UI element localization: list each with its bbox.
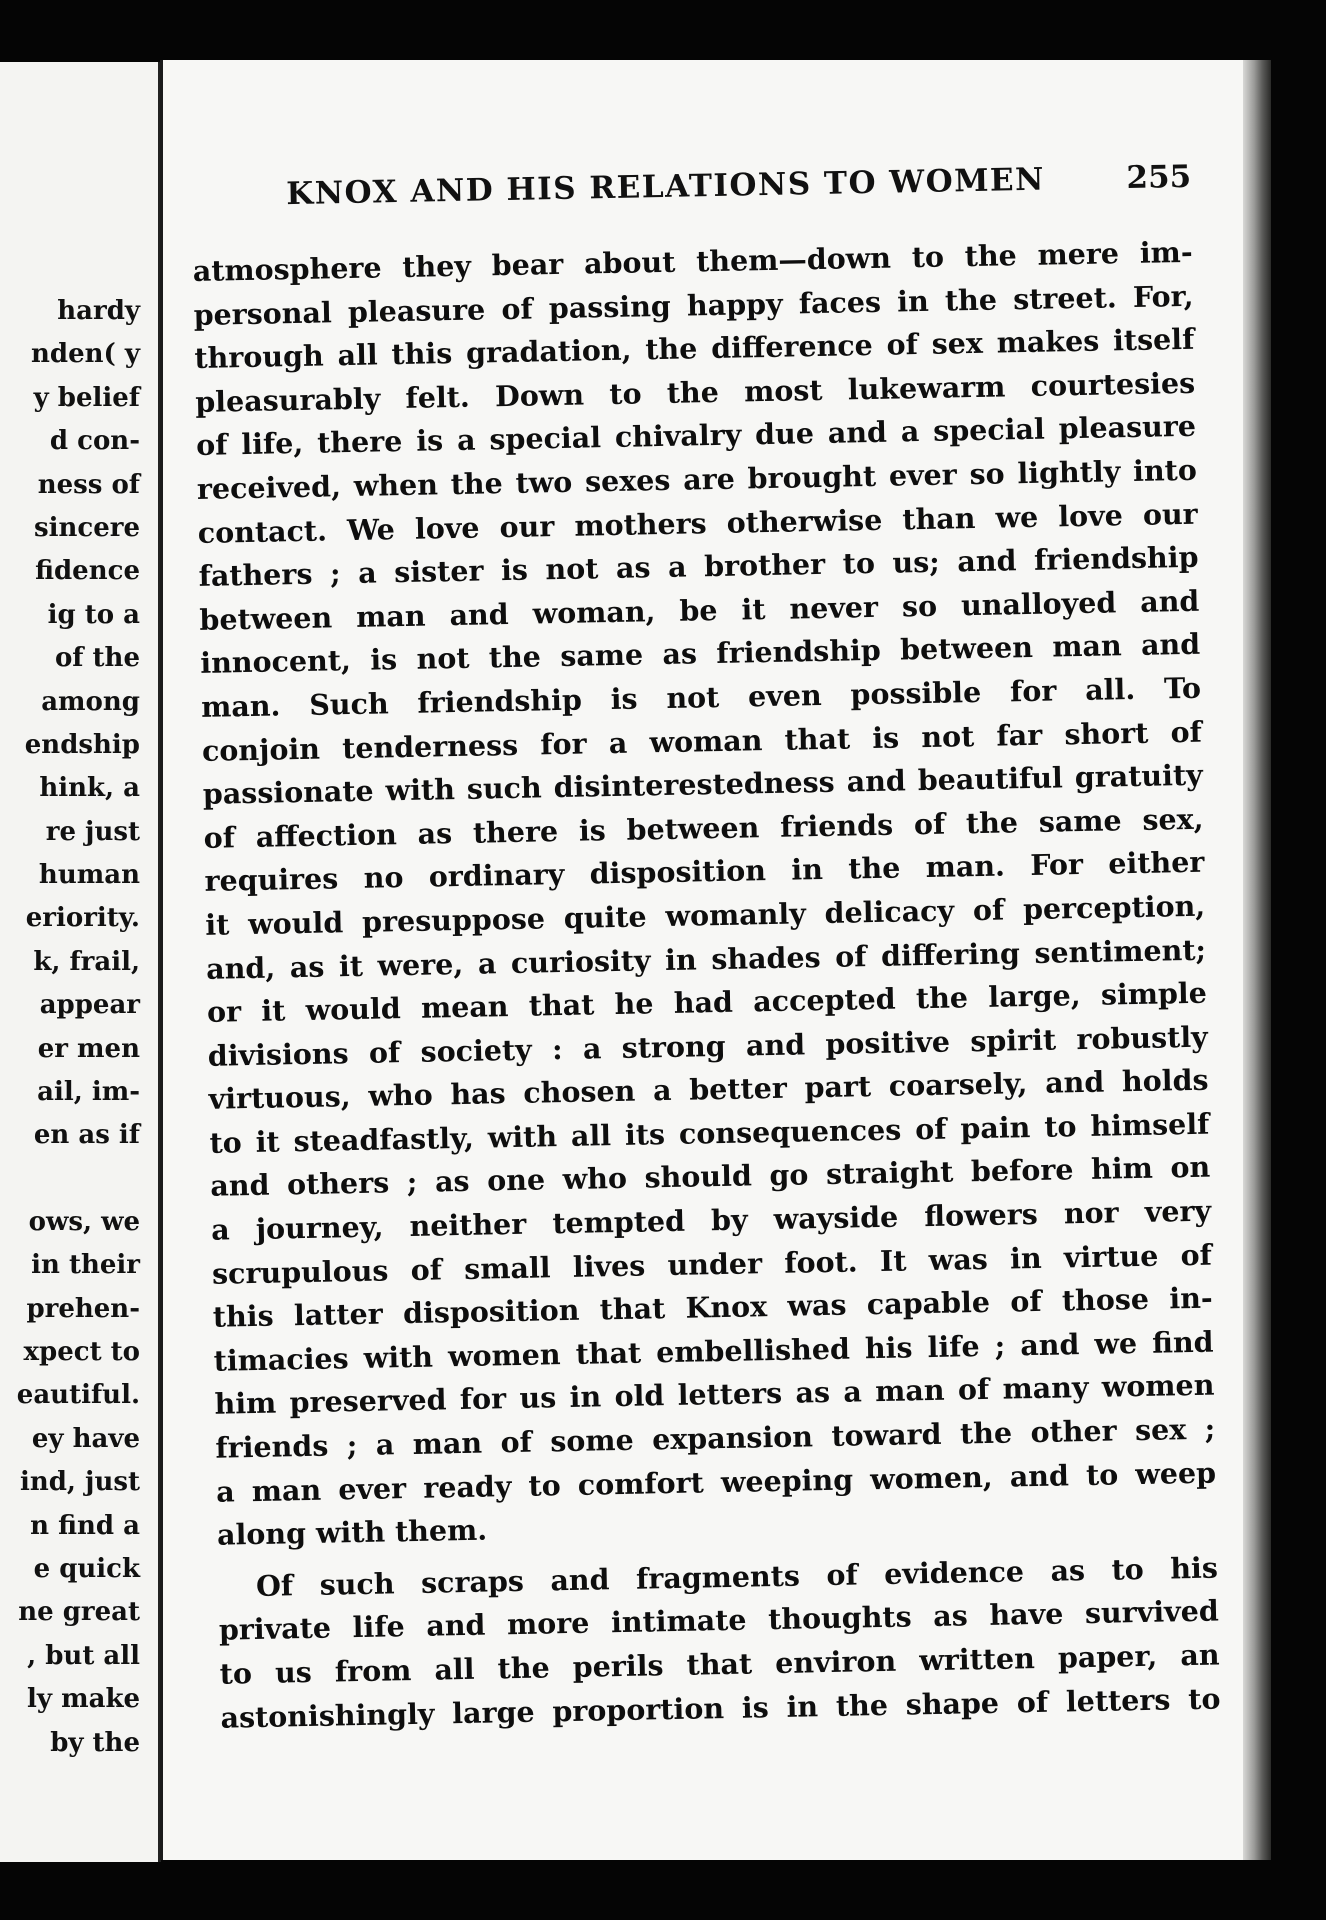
text-line: a journey, neither tempted by wayside flowers nor very [210,1193,1212,1247]
facing-page-line: k, frail, [33,946,140,977]
facing-page-line: d con- [49,426,140,457]
text-line: him preserved for us in old letters as a man of many women [214,1368,1215,1422]
facing-page-line: en as if [33,1120,140,1151]
facing-page [0,62,161,1862]
text-line: fathers ; a sister is not as a brother to us; and friendship [198,539,1199,594]
page-number: 255 [1126,158,1192,197]
text-line: of life, there is a special chivalry due and a special pleasure [195,409,1197,463]
text-line: this latter disposition that Knox was capable of those in- [212,1280,1214,1335]
page-edge [1243,60,1271,1860]
text-line: Of such scraps and fragments of evidence as to his [255,1550,1219,1603]
facing-page-line: hardy [57,296,140,326]
text-line: requires no ordinary disposition in the man. For either [204,844,1205,899]
facing-page-line: re just [45,816,140,847]
facing-page-line: appear [39,990,140,1021]
text-line: it would presuppose quite womanly delicacy of perception, [205,888,1206,942]
facing-page-line: nden( y [31,339,140,370]
facing-page-line: eriority. [25,903,140,934]
text-line: a man ever ready to comfort weeping women, and to weep [215,1455,1217,1509]
facing-page-line: n find a [30,1510,140,1541]
facing-page-line: hink, a [39,773,140,804]
facing-page-line: prehen- [26,1293,140,1324]
facing-page-line: human [38,860,140,891]
text-line: to it steadfastly, with all its consequences of pain to himself [209,1106,1210,1160]
text-line: divisions of society : a strong and positive spirit robustly [207,1019,1208,1073]
text-line: scrupulous of small lives under foot. It was in virtue of [211,1237,1213,1291]
body-text [192,231,1220,1740]
book-page [160,60,1271,1860]
facing-page-line: ly make [27,1684,140,1715]
text-line: man. Such friendship is not even possible for all. To [200,670,1202,724]
facing-page-line: eautiful. [16,1380,140,1411]
facing-page-line: of the [54,643,140,674]
text-line: friends ; a man of some expansion toward the other sex ; [215,1411,1216,1465]
text-line: between man and woman, be it never so unalloyed and [199,583,1200,637]
text-line: along with them. [216,1512,488,1552]
text-line: timacies with women that embellished his life ; and we find [213,1324,1214,1378]
facing-page-line: ail, im- [37,1077,140,1108]
facing-page-line: ey have [31,1423,140,1454]
facing-page-line: among [41,686,140,717]
text-line: received, when the two sexes are brought ever so lightly into [196,452,1198,506]
text-line: personal pleasure of passing happy faces in the street. For, [193,278,1194,332]
text-line: to us from all the perils that environ written paper, an [219,1637,1220,1691]
facing-page-line: ness of [37,469,140,500]
facing-page-line: ne great [18,1597,140,1628]
facing-page-line: er men [37,1033,140,1064]
text-line: astonishingly large proportion is in the shape of letters to [220,1681,1221,1735]
text-line: conjoin tenderness for a woman that is not far short of [201,714,1203,768]
text-line: passionate with such disinterestedness and beautiful gratuity [202,757,1203,812]
page-content [191,159,1221,1740]
facing-page-line: , but all [27,1640,140,1671]
facing-page-line: ig to a [47,599,140,630]
text-line: atmosphere they bear about them—down to the mere im- [192,234,1193,288]
facing-page-line: ows, we [28,1206,140,1237]
text-line: virtuous, who has chosen a better part coarsely, and holds [208,1062,1209,1117]
facing-page-line: sincere [33,512,140,543]
text-line: and, as it were, a curiosity in shades of differing sentiment; [205,932,1207,986]
text-line: pleasurably felt. Down to the most lukewarm courtesies [194,365,1196,419]
text-line: contact. We love our mothers otherwise than we love our [197,496,1198,550]
text-line: private life and more intimate thoughts as have survived [218,1593,1220,1648]
text-line: and others ; as one who should go straight before him on [210,1150,1211,1204]
facing-page-line: e quick [33,1553,140,1584]
text-line: of affection as there is between friends of the same sex, [203,801,1204,855]
text-line: through all this gradation, the difference of sex makes itself [194,321,1195,376]
text-line: or it would mean that he had accepted the large, simple [206,975,1208,1029]
text-line: innocent, is not the same as friendship between man and [199,627,1201,681]
facing-page-line: endship [24,729,140,760]
facing-page-text [17,290,140,1765]
running-head-title: KNOX AND HIS RELATIONS TO WOMEN [285,161,1046,213]
facing-page-line: fidence [35,556,140,587]
facing-page-line: by the [50,1727,140,1758]
facing-page-line: xpect to [23,1336,140,1367]
facing-page-line: in their [31,1250,140,1281]
facing-page-line: y belief [33,382,140,413]
paragraph [192,231,1217,1558]
facing-page-line: ind, just [19,1467,140,1498]
paragraph [218,1546,1221,1740]
